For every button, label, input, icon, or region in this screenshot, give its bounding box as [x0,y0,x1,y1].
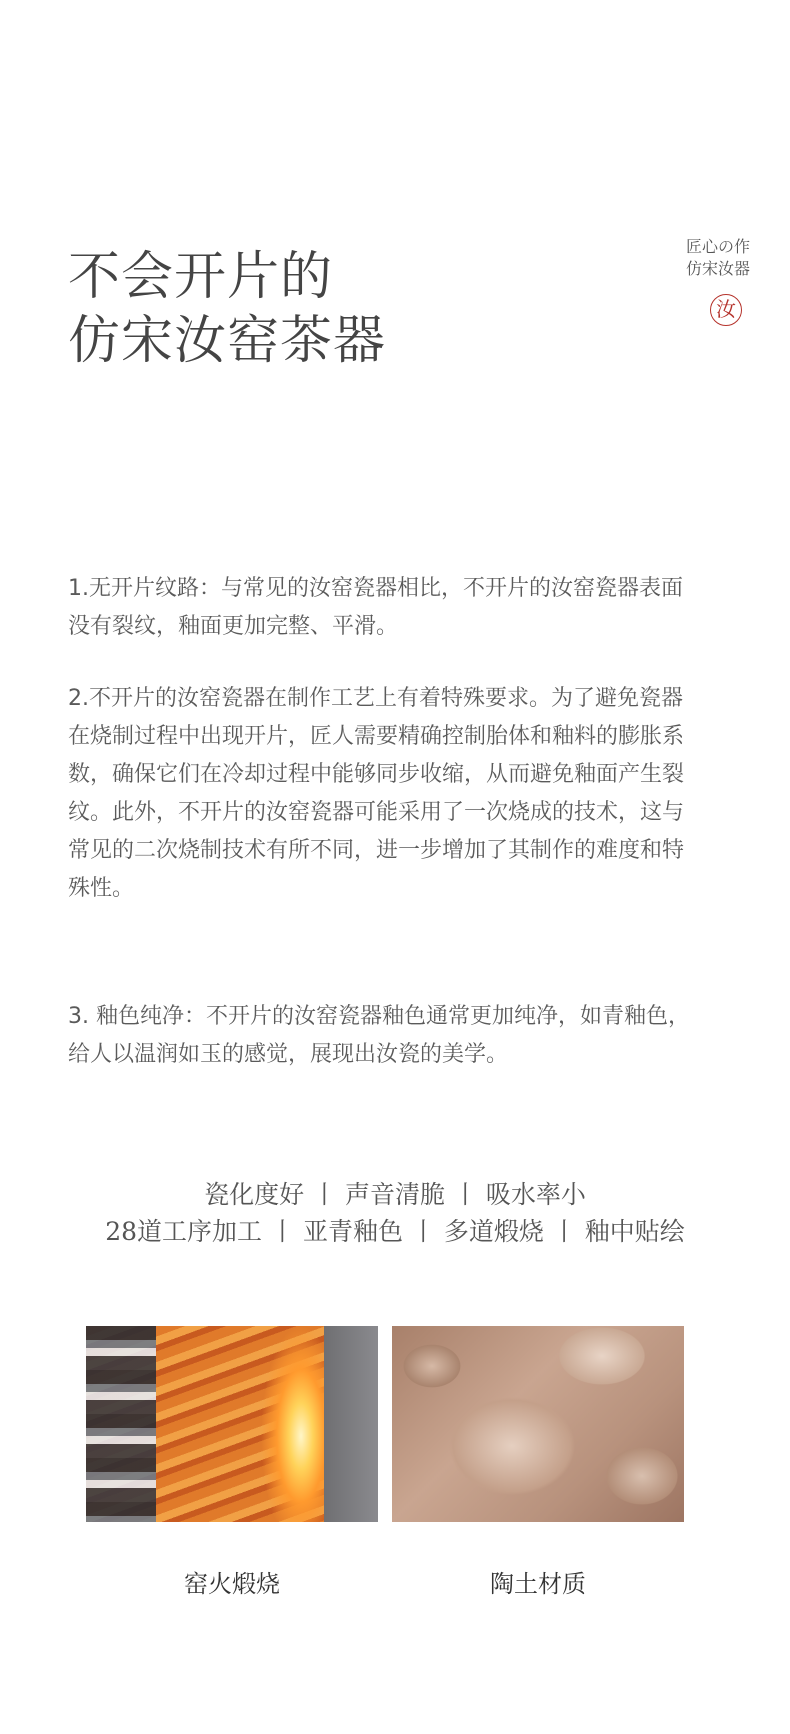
feature-line-1: 瓷化度好 丨 声音清脆 丨 吸水率小 [204,1180,586,1209]
paragraph-no-crackle: 1.无开片纹路：与常见的汝窑瓷器相比，不开片的汝窑瓷器表面没有裂纹，釉面更加完整、平滑。 [68,576,683,639]
clay-material-caption: 陶土材质 [490,1570,586,1598]
title-line-2: 仿宋汝窑茶器 [68,311,387,371]
clay-material-image [392,1326,684,1522]
brand-tagline [686,236,750,280]
kiln-fire-caption: 窑火煅烧 [184,1570,280,1598]
title-line-1: 不会开片的 [68,247,334,307]
paragraph-craft: 2.不开片的汝窑瓷器在制作工艺上有着特殊要求。为了避免瓷器在烧制过程中出现开片，匠人需要精确控制胎体和釉料的膨胀系数，确保它们在冷却过程中能够同步收缩，从而避免釉面产生裂纹。此外，不开片的汝窑瓷器可能采用了一次烧成的技术，这与常见的二次烧制技术有所不同，进一步增加了其制作的难度和特殊性。 [68,686,685,901]
feature-line-2: 28道工序加工 丨 亚青釉色 丨 多道煅烧 丨 釉中贴绘 [105,1217,685,1246]
seal-icon: 汝 [710,294,742,326]
feature-summary [0,1176,790,1250]
tagline-line-2: 仿宋汝器 [685,259,750,278]
page-title [68,245,386,373]
paragraph-glaze: 3. 釉色纯净：不开片的汝窑瓷器釉色通常更加纯净，如青釉色，给人以温润如玉的感觉，展现出汝瓷的美学。 [68,1004,690,1067]
tagline-line-1: 匠心の作 [685,237,750,256]
kiln-fire-image [86,1326,378,1522]
